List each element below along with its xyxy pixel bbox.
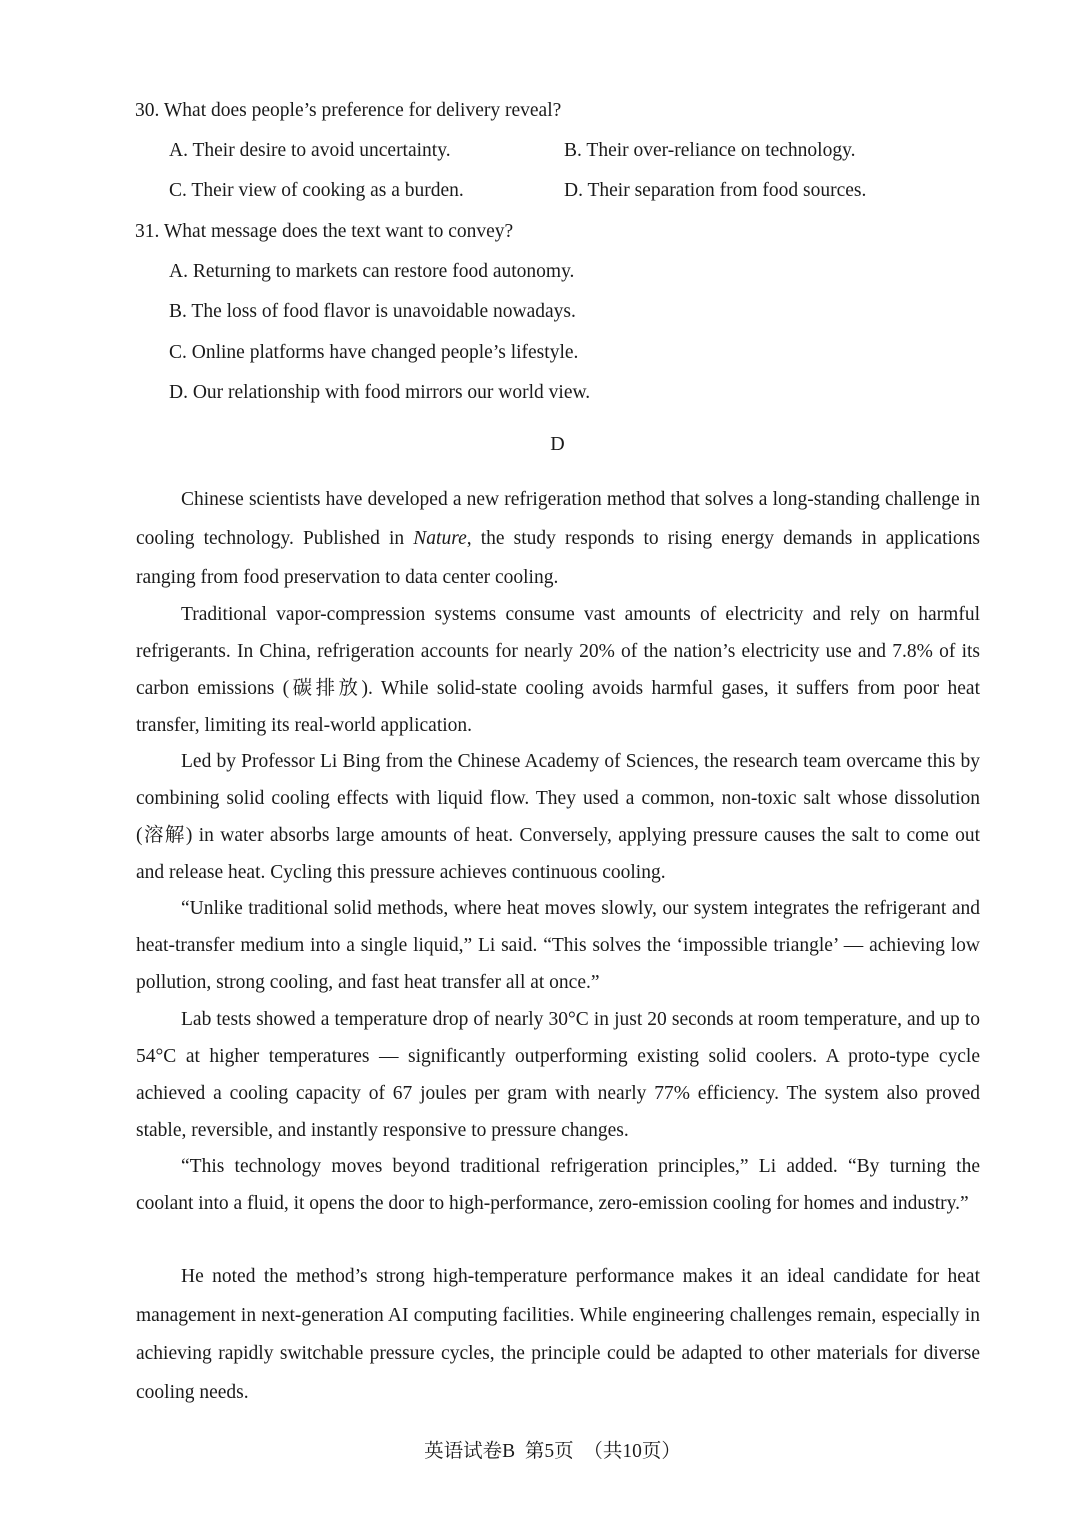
question-number: 31.: [135, 221, 160, 242]
option-31-d: D. Our relationship with food mirrors our world view.: [169, 382, 591, 403]
question-stem: What does people’s preference for delivery reveal?: [163, 100, 562, 121]
question-30: [135, 99, 561, 123]
section-heading: D: [550, 433, 565, 455]
journal-name: Nature: [413, 528, 467, 549]
paragraph-5: Lab tests showed a temperature drop of nearly 30°C in just 20 seconds at room temperature, and up to 54°C at higher temperatures — significantly outperforming existing solid coolers. A proto-type cycle achieved a cooling capacity of 67 joules per gram with nearly 77% efficiency. The system also proved stable, reversible, and instantly responsive to pressure changes.: [136, 1009, 980, 1141]
paragraph-3: Led by Professor Li Bing from the Chinese Academy of Sciences, the research team overcame this by combining solid cooling effects with liquid flow. They used a common, non-toxic salt whose dissolution (溶解) in water absorbs large amounts of heat. Conversely, applying pressure causes the salt to come out and release heat. Cycling this pressure achieves continuous cooling.: [136, 751, 980, 883]
paragraph-4: “Unlike traditional solid methods, where heat moves slowly, our system integrates the refrigerant and heat-transfer medium into a single liquid,” Li said. “This solves the ‘impossible triangle’ — achieving low pollution, strong cooling, and fast heat transfer all at once.”: [136, 898, 980, 993]
option-30-c: C. Their view of cooking as a burden.: [169, 180, 464, 201]
question-stem: What message does the text want to convey?: [163, 221, 514, 242]
option-30-a: A. Their desire to avoid uncertainty.: [169, 140, 451, 161]
paragraph-1-text-end: , the study responds to rising energy demands in applications ranging from food preservation to data center cooling.: [136, 528, 980, 588]
paragraph-1: [136, 480, 980, 597]
paragraph-2: Traditional vapor-compression systems consume vast amounts of electricity and rely on harmful refrigerants. In China, refrigeration accounts for nearly 20% of the nation’s electricity use and 7.8% of its carbon emissions (碳排放). While solid-state cooling avoids harmful gases, it suffers from poor heat transfer, limiting its real-world application.: [136, 604, 980, 736]
question-31: [135, 220, 513, 244]
option-31-c: C. Online platforms have changed people’s lifestyle.: [169, 342, 579, 363]
option-30-b: B. Their over-reliance on technology.: [564, 140, 856, 161]
paragraph-1-text-start: Chinese scientists have developed a new refrigeration method that solves a long-standing challenge in cooling technology. Published in: [136, 489, 980, 549]
option-31-b: B. The loss of food flavor is unavoidable nowadays.: [169, 301, 576, 322]
option-31-a: A. Returning to markets can restore food autonomy.: [169, 261, 575, 282]
paragraph-6: “This technology moves beyond traditional refrigeration principles,” Li added. “By turning the coolant into a fluid, it opens the door to high-performance, zero-emission cooling for homes and industry.”: [136, 1156, 980, 1214]
paragraph-7: He noted the method’s strong high-temperature performance makes it an ideal candidate for heat management in next-generation AI computing facilities. While engineering challenges remain, especially in achieving rapidly switchable pressure cycles, the principle could be adapted to other materials for diverse cooling needs.: [136, 1266, 980, 1403]
question-number: 30.: [135, 100, 160, 121]
page-footer: 英语试卷B 第5页 （共10页）: [424, 1441, 681, 1462]
option-30-d: D. Their separation from food sources.: [564, 180, 867, 201]
